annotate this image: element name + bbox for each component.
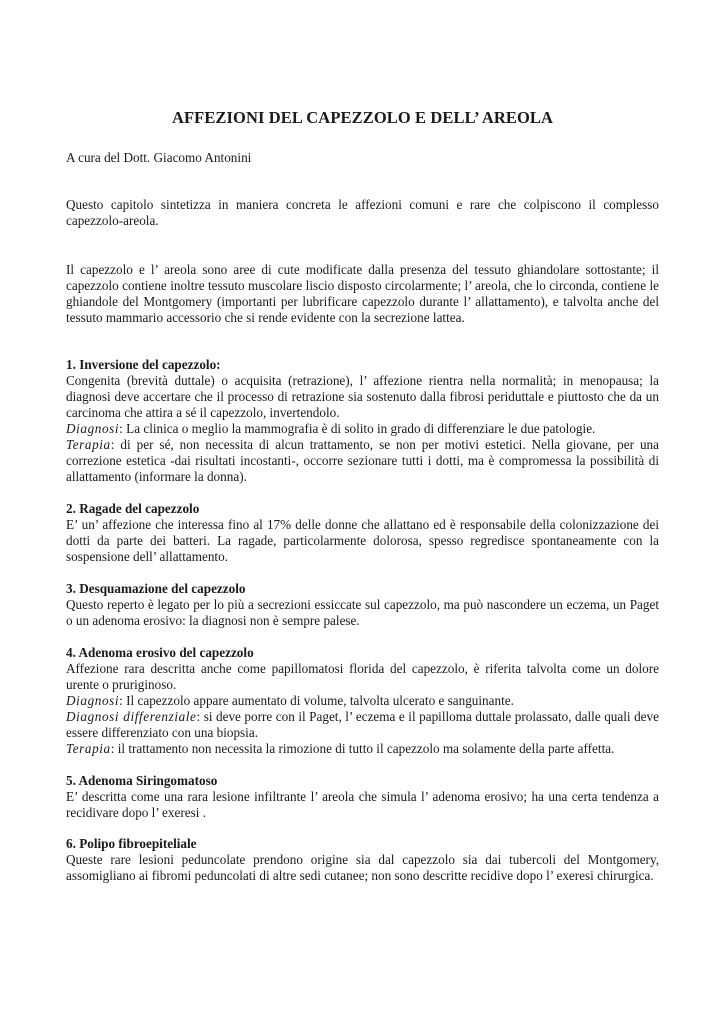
- author-line: A cura del Dott. Giacomo Antonini: [66, 150, 252, 165]
- diagnosi-differenziale-label: Diagnosi differenziale: [66, 709, 197, 724]
- section-desquamazione: [66, 581, 659, 629]
- section-ragade: [66, 501, 659, 565]
- diagnosi-line: [66, 421, 659, 437]
- diagnosi-label: Diagnosi: [66, 693, 120, 708]
- anatomy-paragraph: Il capezzolo e l’ areola sono aree di cute modificate dalla presenza del tessuto ghiandolare sottostante; il capezzolo contiene inoltre tessuto muscolare liscio disposto circolarmente; l’ areola, che lo circonda, contiene le ghiandole del Montgomery (importanti per lubrificare capezzolo durante l’ allattamento), e talvolta anche del tessuto mammario accessorio che si rende evidente con la secrezione lattea.: [66, 262, 659, 325]
- terapia-label: Terapia: [66, 741, 111, 756]
- section-text: Congenita (brevità duttale) o acquisita (retrazione), l’ affezione rientra nella normalità; in menopausa; la diagnosi deve accertare che il processo di retrazione sia sostenuto dalla fibrosi periduttale e piuttosto che da un carcinoma che attira a sé il capezzolo, invertendolo.: [66, 373, 659, 420]
- section-adenoma-siringomatoso: [66, 773, 659, 821]
- diagnosi-differenziale-text: : si deve porre con il Paget, l’ eczema e il papilloma duttale prolassato, dalle quali deve essere differenziato con una biopsia.: [66, 709, 659, 740]
- section-text: Queste rare lesioni peduncolate prendono origine sia dal capezzolo sia dai tubercoli del Montgomery, assomigliano ai fibromi peduncolati di altre sedi cutanee; non sono descritte recidive dopo l’ exeresi chirurgica.: [66, 852, 659, 883]
- diagnosi-text: : Il capezzolo appare aumentato di volume, talvolta ulcerato e sanguinante.: [119, 693, 514, 708]
- section-adenoma-erosivo: [66, 645, 659, 757]
- section-heading: 5. Adenoma Siringomatoso: [66, 773, 218, 788]
- terapia-text: : di per sé, non necessita di alcun trattamento, se non per motivi estetici. Nella giovane, per una correzione estetica -dai risultati incostanti-, occorre sezionare tutti i dotti, ma è compromessa la possibilità di allattamento (informare la donna).: [66, 437, 659, 484]
- terapia-line: [66, 741, 659, 757]
- section-heading: 1. Inversione del capezzolo:: [66, 357, 221, 372]
- diagnosi-differenziale-line: [66, 709, 659, 741]
- diagnosi-line: [66, 693, 659, 709]
- section-heading: 4. Adenoma erosivo del capezzolo: [66, 645, 254, 660]
- section-text: Questo reperto è legato per lo più a secrezioni essiccate sul capezzolo, ma può nascondere un eczema, un Paget o un adenoma erosivo: la diagnosi non è sempre palese.: [66, 597, 659, 628]
- terapia-line: [66, 437, 659, 485]
- terapia-text: : il trattamento non necessita la rimozione di tutto il capezzolo ma solamente della parte affetta.: [110, 741, 615, 756]
- section-heading: 6. Polipo fibroepiteliale: [66, 836, 197, 851]
- diagnosi-text: : La clinica o meglio la mammografia è di solito in grado di differenziare le due patologie.: [119, 421, 596, 436]
- diagnosi-label: Diagnosi: [66, 421, 120, 436]
- section-text: E’ un’ affezione che interessa fino al 17% delle donne che allattano ed è responsabile della colonizzazione dei dotti da parte dei batteri. La ragade, particolarmente dolorosa, spesso regredisce spontaneamente con la sospensione dell’ allattamento.: [66, 517, 659, 564]
- section-heading: 2. Ragade del capezzolo: [66, 501, 200, 516]
- section-text: Affezione rara descritta anche come papillomatosi florida del capezzolo, è riferita talvolta come un dolore urente o pruriginoso.: [66, 661, 659, 692]
- section-heading: 3. Desquamazione del capezzolo: [66, 581, 246, 596]
- terapia-label: Terapia: [66, 437, 111, 452]
- section-text: E’ descritta come una rara lesione infiltrante l’ areola che simula l’ adenoma erosivo; ha una certa tendenza a recidivare dopo l’ exeresi .: [66, 789, 659, 820]
- section-inversione: [66, 357, 659, 485]
- intro-paragraph: Questo capitolo sintetizza in maniera concreta le affezioni comuni e rare che colpiscono il complesso capezzolo-areola.: [66, 197, 659, 228]
- page-title: AFFEZIONI DEL CAPEZZOLO E DELL’ AREOLA: [171, 108, 554, 127]
- section-polipo-fibroepiteliale: [66, 836, 659, 884]
